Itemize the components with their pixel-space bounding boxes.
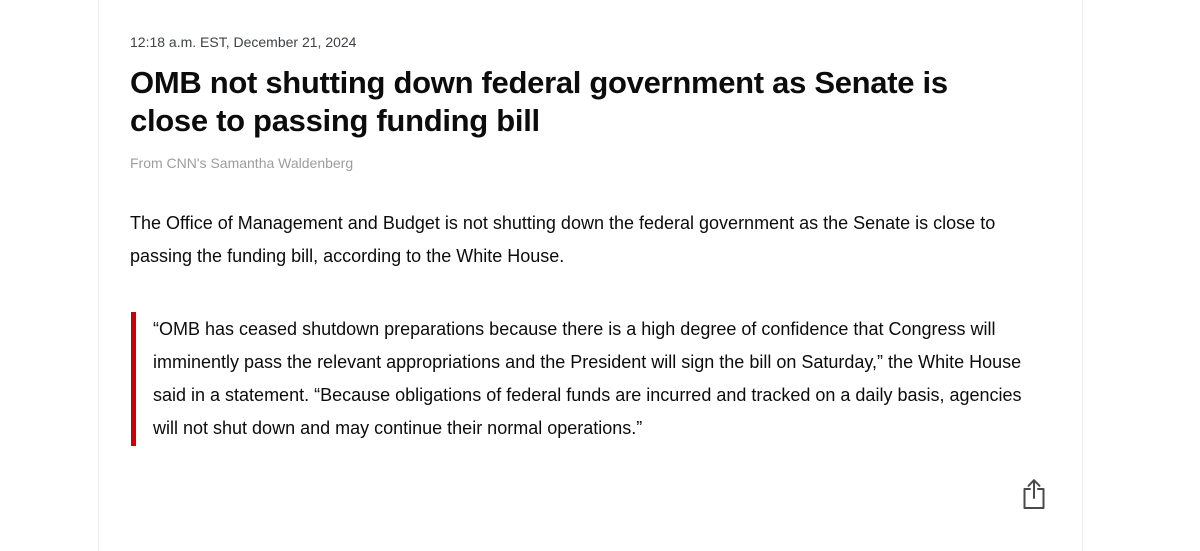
- share-icon: [1021, 477, 1047, 511]
- post-footer: [130, 477, 1050, 511]
- post-paragraph: The Office of Management and Budget is not shutting down the federal government as the Senate is close to passing the funding bill, according to the White House.: [130, 213, 996, 266]
- post-headline: OMB not shutting down federal government as Senate is close to passing funding bill: [130, 65, 948, 138]
- share-button[interactable]: [1020, 477, 1048, 511]
- live-blog-post-card: [98, 0, 1083, 551]
- quote-block: [131, 312, 1046, 446]
- post-byline: From CNN's Samantha Waldenberg: [130, 155, 354, 171]
- post-timestamp: 12:18 a.m. EST, December 21, 2024: [130, 34, 357, 50]
- quote-text: “OMB has ceased shutdown preparations because there is a high degree of confidence that Congress will imminently pass the relevant appropriations and the President will sign the bill on Saturday,” the White House said in a statement. “Because obligations of federal funds are incurred and tracked on a daily basis, agencies will not shut down and may continue their normal operations.”: [153, 319, 1022, 438]
